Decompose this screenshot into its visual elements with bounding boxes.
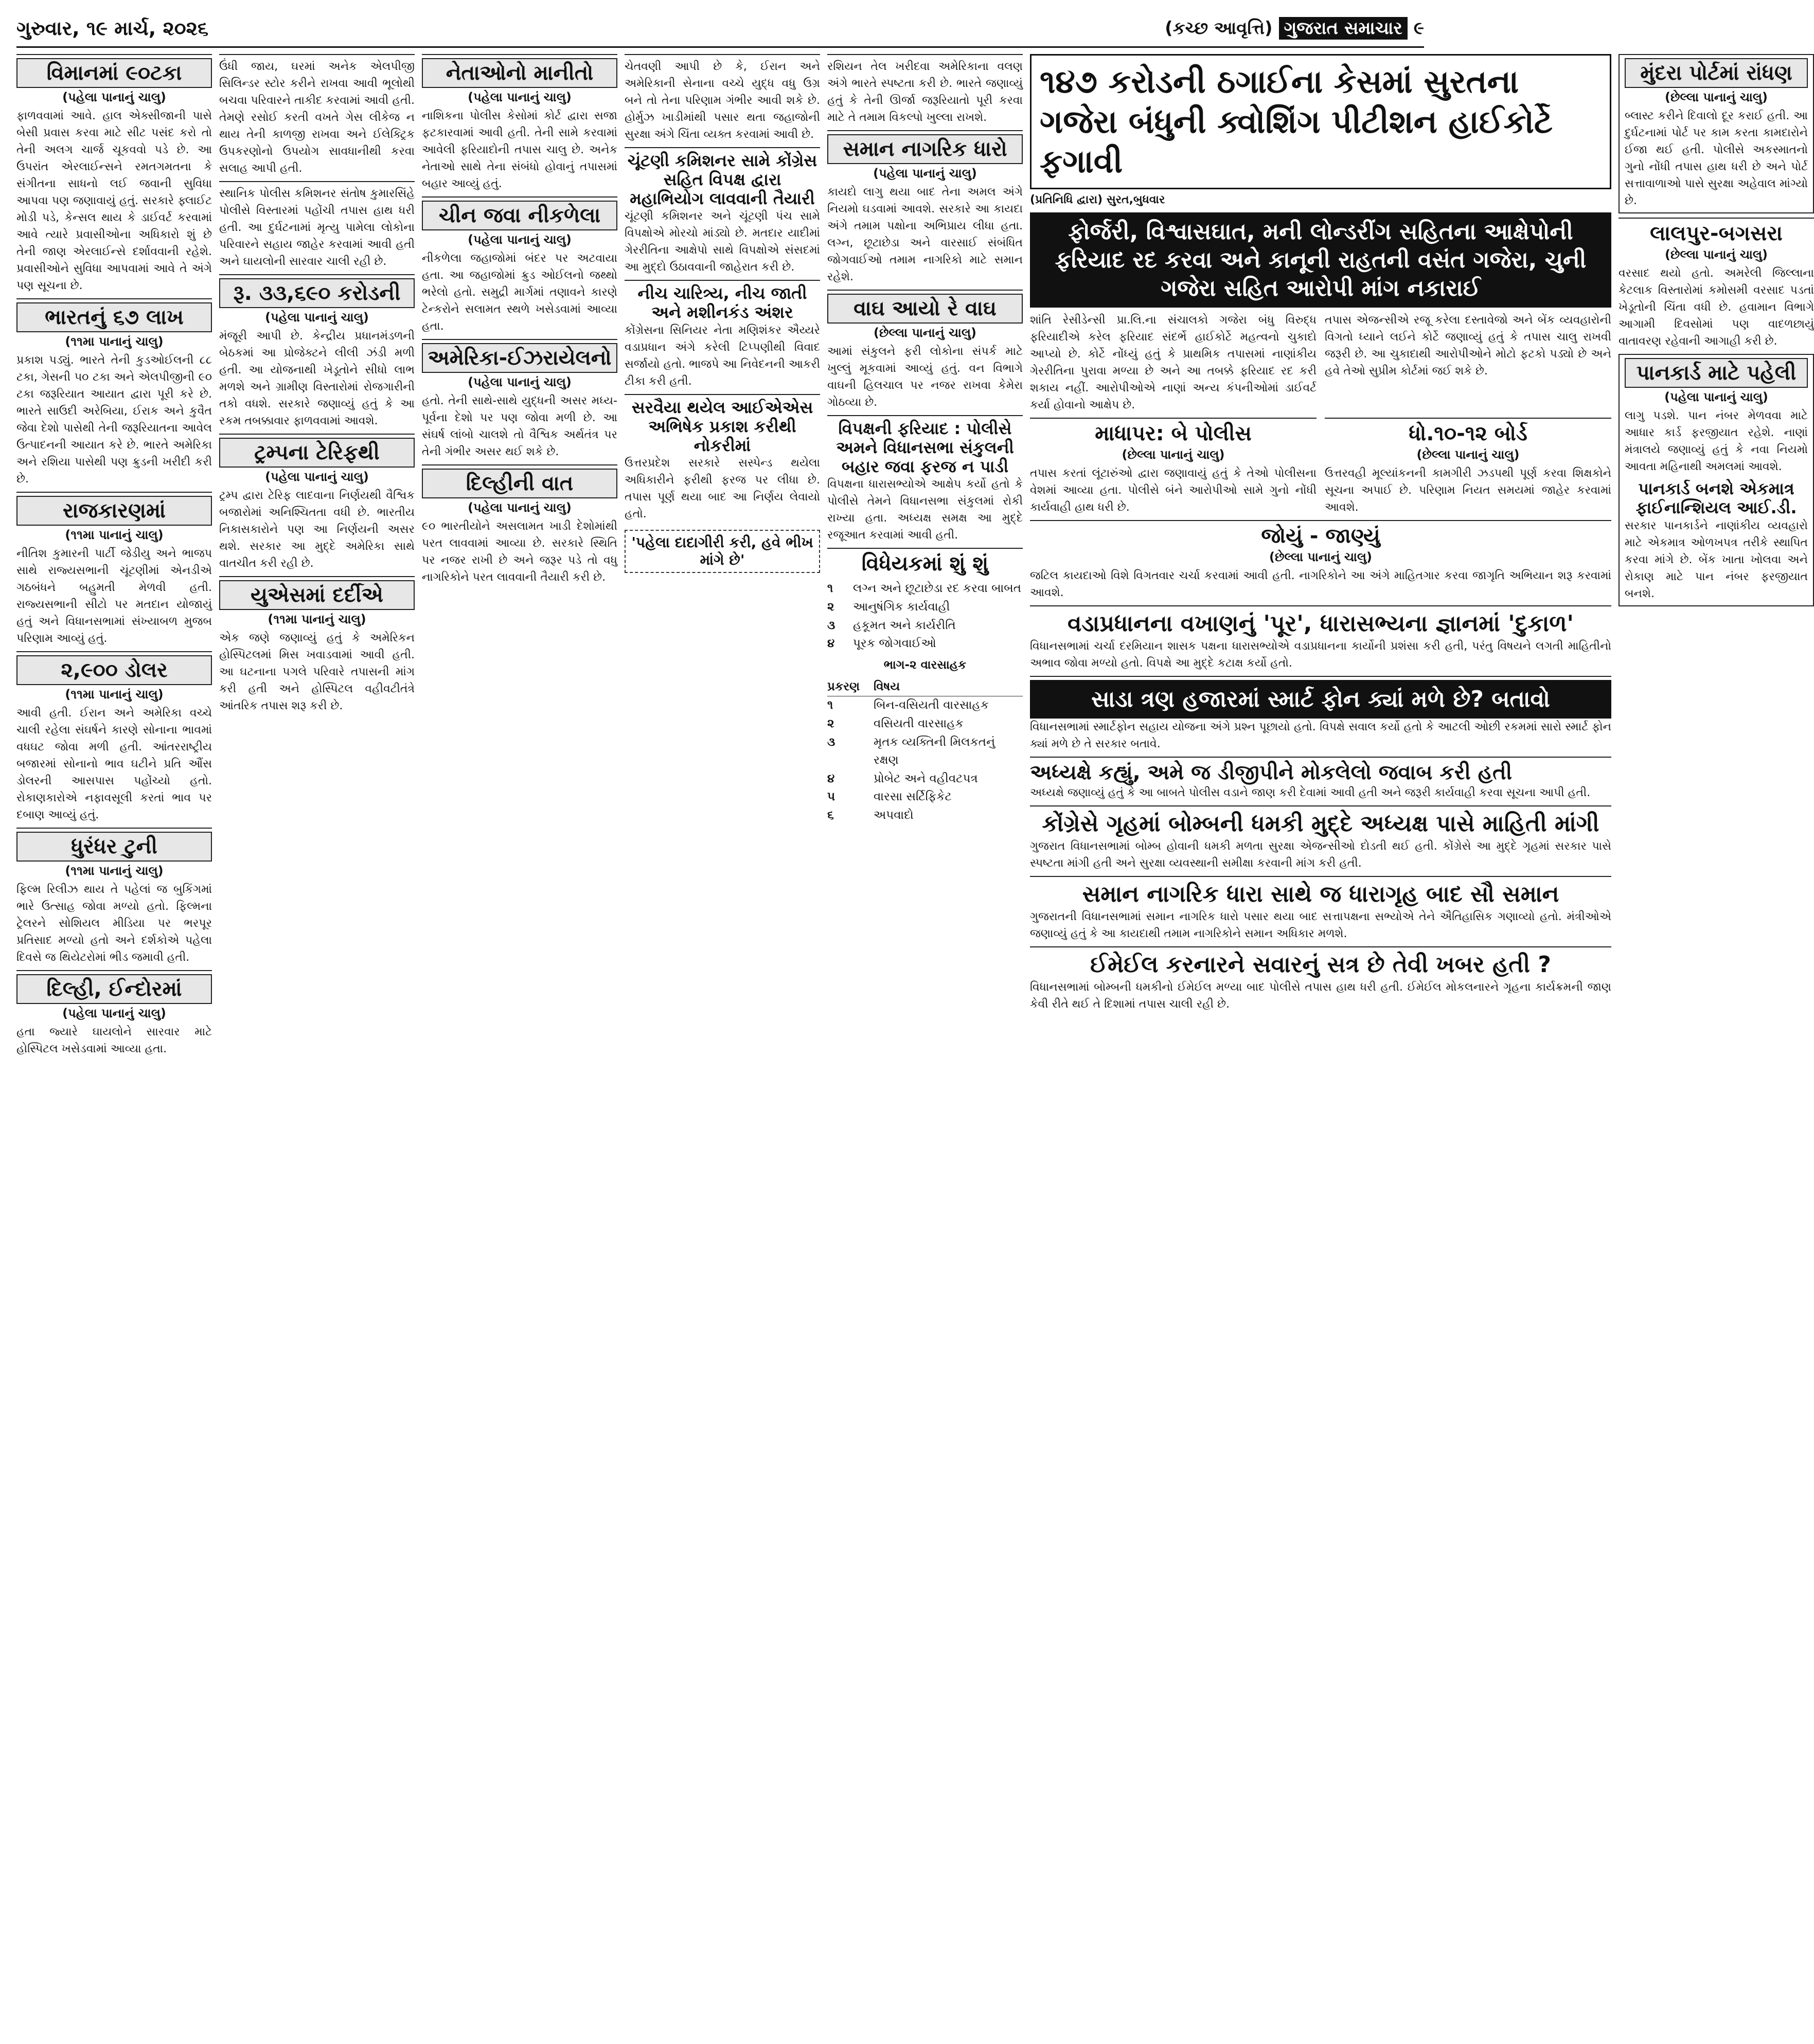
story-body: ઉત્તરવહી મૂલ્યાંકનની કામગીરી ઝડપથી પૂર્ણ કરવા શિક્ષકોને સૂચના અપાઈ છે. પરિણામ નિયત સમયમાં જાહેર કરવામાં આવશે. (1325, 467, 1611, 514)
story (16, 298, 212, 488)
story-headline: લાલપુર-બગસરા (1650, 222, 1783, 245)
story-body: ફિલ્મ રિલીઝ થાય તે પહેલાં જ બુકિંગમાં ભારે ઉત્સાહ જોવા મળ્યો હતો. ફિલ્મના ટ્રેલરને સોશિયલ મીડિયા પર ભરપૂર પ્રતિસાદ મળ્યો હતો અને દર્શકોએ પહેલા દિવસે જ થિયેટરોમાં ભીડ જમાવી હતી. (16, 883, 212, 964)
story-continued: (૧૧મા પાનાનું ચાલુ) (65, 334, 164, 349)
column-4-stories (625, 54, 820, 523)
story-speaker (1030, 757, 1611, 801)
story (625, 147, 820, 276)
column-3 (422, 54, 617, 2029)
story-headline: ટ્રમ્પના ટેરિફથી (219, 438, 415, 468)
story (827, 548, 1023, 576)
story-body: ઉત્તરપ્રદેશ સરકારે સસ્પેન્ડ થયેલા અધિકારીને ફરીથી ફરજ પર લીધા છે. તપાસ પૂર્ણ થયા બાદ આ નિર્ણય લેવાયો હતો. (625, 457, 820, 521)
list-item-number: ૪ (827, 637, 835, 651)
story-pancard (1619, 354, 1814, 606)
list-item-number: ૧ (827, 582, 833, 596)
story-continued: (૧૧મા પાનાનું ચાલુ) (65, 864, 164, 878)
story-madhapar (1030, 418, 1317, 516)
story-continued: (પહેલા પાનાનું ચાલુ) (468, 232, 572, 247)
story (422, 196, 617, 335)
story-headline: ૨,૯૦૦ ડોલર (16, 655, 212, 685)
list-item-text: હકૂમત અને કાર્યરીતિ (853, 618, 956, 632)
list-item-text: લગ્ન અને છૂટાછેડા રદ કરવા બાબત (853, 582, 1021, 596)
column-1 (16, 54, 212, 2029)
story (16, 651, 212, 823)
issue-date: ગુરુવાર, ૧૯ માર્ચ, ૨૦૨૬ (16, 16, 209, 40)
list-item (827, 696, 1023, 715)
story-headline: યુએસમાં દર્દીએ (219, 580, 415, 610)
story (219, 274, 415, 429)
list-item (827, 733, 1023, 770)
story-body: ફાળવવામાં આવે. હાલ એક્સીજાની પાસે બેસી પ્રવાસ કરવા માટે સીટ પસંદ કરો તો તેની અલગ ચાર્જ ચૂકવવો પડે છે. આ ઉપરાંત એરલાઈન્સને રમતગમતના કે સંગીતના સાધનો લઈ જવાની સુવિધા આપવા પણ જણાવાયું હતું. સરકારે ફ્લાઈટ મોડી પડે, કેન્સલ થાય કે ડાઈવર્ટ કરવામાં આવે ત્યારે પ્રવાસીઓના અધિકારો શું છે તેની જાણ એરલાઈન્સે દર્શાવવાની રહેશે. પ્રવાસીઓને સુવિધા આપવામાં આવે તે અંગે પણ સૂચના છે. (16, 110, 212, 292)
story-congress (1030, 805, 1611, 872)
list-item-number: ૬ (827, 809, 834, 822)
list-item-text: આનુષંગિક કાર્યવાહી (853, 600, 950, 614)
bill-table-head (827, 678, 1023, 697)
story-body: રશિયન તેલ ખરીદવા અમેરિકાના વલણ અંગે ભારતે સ્પષ્ટતા કરી છે. ભારતે જણાવ્યું હતું કે તેની ઊર્જા જરૂરિયાતો પૂરી કરવા માટે તે તમામ વિકલ્પો ખુલ્લા રાખશે. (827, 60, 1023, 124)
story-headline: વિધેયકમાં શું શું (861, 552, 989, 576)
story-pm-praise (1030, 605, 1611, 672)
lead-body (1030, 312, 1611, 414)
story-body: કાયદો લાગુ થયા બાદ તેના અમલ અંગે નિયમો ઘડવામાં આવશે. સરકારે આ કાયદા અંગે તમામ પક્ષોના અભિપ્રાય લીધા હતા. લગ્ન, છૂટાછેડા અને વારસાઈ સંબંધિત જોગવાઈઓ તમામ નાગરિકો માટે સમાન રહેશે. (827, 186, 1023, 283)
story-body: આવી હતી. ઈરાન અને અમેરિકા વચ્ચે ચાલી રહેલા સંઘર્ષને કારણે સોનાના ભાવમાં વધઘટ જોવા મળી હતી. આંતરરાષ્ટ્રીય બજારમાં સોનાનો ભાવ ઘટીને પ્રતિ ઔંસ ડોલરની આસપાસ પહોંચ્યો હતો. રોકાણકારોએ નફાવસૂલી કરતાં ભાવ પર દબાણ આવ્યું હતું. (16, 707, 212, 821)
bill-th-2: વિષય (874, 679, 900, 693)
story-lalpur (1619, 218, 1814, 350)
story-continued: (છેલ્લા પાનાનું ચાલુ) (1416, 447, 1520, 462)
story-body: પ્રકાશ પડ્યું. ભારતે તેની કુડઓઈલની ૮૮ ટકા, ગેસની ૫૦ ટકા અને એલપીજીની ૯૦ ટકા જરૂરિયાત આયાત દ્વારા પૂરી કરે છે. ભારતે સાઉદી અરેબિયા, ઈરાક અને કુવૈત જેવા દેશો પાસેથી તેની જરૂરિયાતના આવેલ ઉત્પાદનની આયાત કરે છે. ભારતે અમેરિકા અને રશિયા પાસેથી પણ ક્રુડની ખરીદી કરી છે. (16, 354, 212, 486)
story (16, 828, 212, 966)
story-subbody: સરકાર પાનકાર્ડને નાણાંકીય વ્યવહારો માટે એકમાત્ર ઓળખપત્ર તરીકે સ્થાપિત કરવા માંગે છે. બેંક ખાતા ખોલવા અને રોકાણ માટે પાન નંબર ફરજીયાત બનશે. (1625, 519, 1808, 600)
story-body: ચૂંટણી કમિશનર અને ચૂંટણી પંચ સામે વિપક્ષોએ મોરચો માંડ્યો છે. મતદાર યાદીમાં ગેરરીતિના આક્ષેપો સાથે વિપક્ષોએ સંસદમાં આ મુદ્દો ઉઠાવવાની જાહેરાત કરી છે. (625, 210, 820, 274)
list-item-number: ૧ (827, 698, 833, 712)
story (16, 54, 212, 294)
story (16, 492, 212, 647)
story-body: નીકળેલા જહાજોમાં બંદર પર અટવાયા હતા. આ જહાજોમાં ક્રુડ ઓઈલનો જથ્થો ભરેલો હતો. સમુદ્રી માર્ગમાં તણાવને કારણે ટેન્કરોને સલામત સ્થળે ખસેડવામાં આવ્યા હતા. (422, 252, 617, 333)
story-headline: વડાપ્રધાનના વખાણનું 'પૂર', ધારાસભ્યના જ્ઞાનમાં 'દુકાળ' (1067, 610, 1574, 637)
page-number: ૯ (1413, 18, 1424, 39)
edition: (કચ્છ આવૃત્તિ) (1165, 18, 1273, 39)
list-item (827, 635, 1023, 653)
list-item-text: વસિયતી વારસાહક (874, 716, 964, 730)
story-headline: મુંદરા પોર્ટમાં રાંધણ (1625, 58, 1808, 88)
story-body: લાગુ પડશે. પાન નંબર મેળવવા માટે આધાર કાર્ડ ફરજીયાત રહેશે. નાણાં મંત્રાલયે જણાવ્યું હતું કે નવા નિયમો આવતા મહિનાથી અમલમાં આવશે. (1625, 409, 1808, 473)
logo: ગુજરાત સમાચાર (1279, 17, 1408, 40)
bill-items (827, 580, 1023, 653)
story-continued: (પહેલા પાનાનું ચાલુ) (62, 90, 166, 104)
list-item (827, 806, 1023, 825)
story-headline: વિમાનમાં ૯૦ટકા (16, 58, 212, 88)
story-body: જટિલ કાયદાઓ વિશે વિગતવાર ચર્ચા કરવામાં આવી હતી. નાગરિકોને આ અંગે માહિતગાર કરવા જાગૃતિ અભિયાન શરૂ કરવામાં આવશે. (1030, 569, 1611, 599)
story-continued: (પહેલા પાનાનું ચાલુ) (468, 90, 572, 104)
story-joyu (1030, 520, 1611, 601)
story-headline: પાનકાર્ડ માટે પહેલી (1625, 358, 1808, 388)
story-body: ચેતવણી આપી છે કે, ઈરાન અને અમેરિકાની સેનાના વચ્ચે યુદ્ધ વધુ ઉગ્ર બને તો તેના પરિણામ ગંભીર આવી શકે છે. હોર્મુઝ ખાડીમાંથી પસાર થતા જહાજોની સુરક્ષા અંગે ચિંતા વ્યક્ત કરવામાં આવી છે. (625, 60, 820, 141)
list-item-text: વારસા સર્ટિફિકેટ (874, 790, 952, 804)
story (219, 576, 415, 714)
list-item-text: બિન-વસિયતી વારસાહક (874, 698, 989, 712)
lead-body-2: તપાસ એજન્સીએ રજૂ કરેલા દસ્તાવેજો અને બેંક વ્યવહારોની વિગતો ધ્યાને લઈને કોર્ટે જણાવ્યું હતું કે તપાસ ચાલુ રાખવી જરૂરી છે. આ ચુકાદાથી આરોપીઓને મોટો ફટકો પડ્યો છે અને હવે તેઓ સુપ્રીમ કોર્ટમાં જઈ શકે છે. (1325, 313, 1611, 378)
story-continued: (પહેલા પાનાનું ચાલુ) (62, 1006, 166, 1020)
story-headline: નીચ ચારિત્ર્ય, નીચ જાતી અને મશીનકંડ અંશર (637, 283, 807, 322)
story-headline: સમાન નાગરિક ધારા સાથે જ ધારાગૃહ બાદ સૌ સમાન (1082, 881, 1559, 907)
story-headline: નેતાઓનો માનીતો (422, 58, 617, 88)
story-body: ૯૦ ભારતીયોને અસલામત ખાડી દેશોમાંથી પરત લાવવામાં આવ્યા છે. સરકારે સ્થિતિ પર નજર રાખી છે અને જરૂર પડે તો વધુ નાગરિકોને પરત લાવવાની તૈયારી કરી છે. (422, 520, 617, 584)
sub-stories-row-1 (1030, 418, 1611, 516)
story-continued: (પહેલા પાનાનું ચાલુ) (265, 470, 369, 484)
story-continued: (પહેલા પાનાનું ચાલુ) (265, 310, 369, 325)
story-subheadline: પાનકાર્ડ બનશે એકમાત્ર ફાઈનાન્શિયલ આઈ.ડી. (1635, 479, 1797, 517)
story-continued: (છેલ્લા પાનાનું ચાલુ) (1664, 90, 1768, 104)
story-headline: માધાપર: બે પોલીસ (1095, 421, 1252, 445)
story (219, 434, 415, 572)
story-headline: રૂ. ૩૩,૬૯૦ કરોડની (219, 278, 415, 308)
story-body: સ્થાનિક પોલીસ કમિશનર સંતોષ કુમારસિંહે પોલીસે વિસ્તારમાં પહોંચી તપાસ હાથ ધરી હતી. આ દુર્ઘટનામાં મૃત્યુ પામેલા લોકોના પરિવારને સહાય જાહેર કરવામાં આવી હતી અને ઘાયલોની સારવાર ચાલી રહી છે. (219, 187, 415, 268)
story-body: બ્લાસ્ટ કરીને દિવાલો દૂર કરાઈ હતી. આ દુર્ઘટનામાં પોર્ટ પર કામ કરતા કામદારોને ઈજા થઈ હતી. પોલીસે અકસ્માતનો ગુનો નોંધી તપાસ હાથ ધરી છે અને પોર્ટ સત્તાવાળાઓ પાસે સુરક્ષા અહેવાલ માંગ્યો છે. (1625, 110, 1808, 207)
list-item (827, 598, 1023, 617)
story-body: એક જણે જણાવ્યું હતું કે અમેરિકન હોસ્પિટલમાં મિસ ખવાડવામાં આવી હતી. આ ઘટનાના પગલે પરિવારે તપાસની માંગ કરી હતી અને હોસ્પિટલ વહીવટીતંત્રે આંતરિક તપાસ શરૂ કરી છે. (219, 632, 415, 712)
story-continued: (૧૧મા પાનાનું ચાલુ) (268, 612, 366, 626)
story-headline: ચીન જવા નીકળેલા (422, 201, 617, 230)
list-item (827, 770, 1023, 788)
story-continued: (છેલ્લા પાનાનું ચાલુ) (1664, 247, 1768, 262)
story-body: ગુજરાત વિધાનસભામાં બોમ્બ હોવાની ધમકી મળતા સુરક્ષા એજન્સીઓ દોડતી થઈ હતી. કોંગ્રેસે આ મુદ્દે ગૃહમાં સરકાર પાસે સ્પષ્ટતા માંગી હતી અને સુરક્ષા વ્યવસ્થાની સમીક્ષા કરવાની માંગ કરી હતી. (1030, 839, 1611, 870)
story-headline: અધ્યક્ષે કહ્યું, અમે જ ડીજીપીને મોકલેલો જવાબ કરી હતી (1030, 760, 1513, 784)
story-body: નાશિકના પોલીસ કેસોમાં કોર્ટ દ્વારા સજા ફટકારવામાં આવી હતી. તેની સામે કરવામાં આવેલી ફરિયાદોની તપાસ ચાલુ છે. અનેક નેતાઓ સાથે તેના સંબંધો હોવાનું તપાસમાં બહાર આવ્યું હતું. (422, 110, 617, 190)
lead-dateline: (પ્રતિનિધિ દ્વારા) સુરત,બુધવાર (1030, 193, 1165, 206)
story-continued: (૧૧મા પાનાનું ચાલુ) (65, 687, 164, 702)
story-headline: સમાન નાગરિક ધારો (827, 134, 1023, 164)
list-item-text: પ્રોબેટ અને વહીવટપત્ર (874, 772, 978, 785)
story-continued: (૧૧મા પાનાનું ચાલુ) (65, 528, 164, 542)
story-headline: ઈમેઈલ કરનારને સવારનું સત્ર છે તેવી ખબર હતી ? (1090, 951, 1551, 978)
story-continued: (પહેલા પાનાનું ચાલુ) (468, 500, 572, 515)
story-continued: (પહેલા પાનાનું ચાલુ) (468, 375, 572, 389)
story-body: આમાં સંકુલને ફરી લોકોના સંપર્ક માટે ખુલ્લું મૂકવામાં આવ્યું હતું. વન વિભાગે વાઘની હિલચાલ પર નજર રાખવા કેમેરા ગોઠવ્યા છે. (827, 345, 1023, 409)
story-continued: (છેલ્લા પાનાનું ચાલુ) (1269, 549, 1373, 564)
brand (1165, 17, 1424, 40)
bill-list (827, 580, 1023, 824)
story (16, 970, 212, 1057)
story-body: તપાસ કરતાં લૂંટારુંઓ દ્વારા જણાવાયું હતું કે તેઓ પોલીસના વેશમાં આવ્યા હતા. પોલીસે બંને આરોપીઓ સામે ગુનો નોંધી કાર્યવાહી હાથ ધરી છે. (1030, 467, 1317, 514)
lead-body-1: શાંતિ રેસીડેન્સી પ્રા.લિ.ના સંચાલકો ગજેરા બંધુ વિરુદ્ધ ફરિયાદીએ કરેલ ફરિયાદ સંદર્ભે હાઈકોર્ટે મહત્વનો ચુકાદો આપ્યો છે. કોર્ટે નોંધ્યું હતું કે પ્રાથમિક તપાસમાં નાણાંકીય ગેરરીતિના પુરાવા મળ્યા છે અને આ તબક્કે ફરિયાદ રદ કરી શકાય નહીં. આરોપીઓએ નાણાં અન્ય કંપનીઓમાં ડાઈવર્ટ કર્યા હોવાનો આક્ષેપ છે. (1030, 313, 1317, 411)
list-item-text: મૃતક વ્યક્તિની મિલકતનું રક્ષણ (874, 735, 995, 767)
story (625, 280, 820, 390)
story-body: વિધાનસભામાં સ્માર્ટફોન સહાય યોજના અંગે પ્રશ્ન પૂછાયો હતો. વિપક્ષે સવાલ કર્યો હતો કે આટલી ઓછી રકમમાં સારો સ્માર્ટ ફોન ક્યાં મળે છે તે સરકાર બતાવે. (1030, 720, 1611, 750)
story-body: મંજૂરી આપી છે. કેન્દ્રીય પ્રધાનમંડળની બેઠકમાં આ પ્રોજેક્ટને લીલી ઝંડી મળી હતી. આ યોજનાથી ખેડૂતોને સીધો લાભ મળશે અને ગ્રામીણ વિસ્તારોમાં રોજગારીની તકો વધશે. સરકારે જણાવ્યું હતું કે આ રકમ તબક્કાવાર ફાળવવામાં આવશે. (219, 330, 415, 427)
list-item-number: ૪ (827, 772, 835, 785)
lead-subheadline: ફોર્જરી, વિશ્વાસઘાત, મની લોન્ડરીંગ સહિતના આક્ષેપોની ફરિયાદ રદ કરવા અને કાનૂની રાહતની વસંત ગજેરા, ચુની ગજેરા સહિત આરોપી માંગ નકારાઈ (1030, 212, 1611, 308)
list-item-number: ૩ (827, 618, 835, 632)
list-item-number: ૨ (827, 716, 834, 730)
quote: 'પહેલા દાદાગીરી કરી, હવે ભીખ માંગે છે' (625, 530, 820, 573)
list-item (827, 715, 1023, 733)
story-body: ઉંધી જાય, ઘરમાં અનેક એલપીજી સિલિન્ડર સ્ટોર કરીને રાખવા આવી ભૂલોથી બચવા પરિવારને તાકીદ કરવામાં આવી હતી. તેમણે રસોઈ કરતી વખતે ગેસ લીકેજ ન થાય તેની કાળજી રાખવા અને ઈલેક્ટ્રિક ઉપકરણોનો ઉપયોગ સાવધાનીથી કરવા સલાહ આપી હતી. (219, 60, 415, 175)
list-item-text: અપવાદો (874, 809, 914, 822)
story-headline: સાડા ત્રણ હજારમાં સ્માર્ટ ફોન ક્યાં મળે છે? બતાવો (1030, 680, 1611, 719)
story-continued: (છેલ્લા પાનાનું ચાલુ) (873, 326, 977, 340)
story (827, 415, 1023, 544)
story (625, 394, 820, 523)
bill-rows (827, 696, 1023, 824)
story-continued: (પહેલા પાનાનું ચાલુ) (1664, 390, 1768, 404)
story-board-exam (1325, 418, 1611, 516)
story-headline: ધુરંધર ટુની (16, 832, 212, 862)
story-continued: (છેલ્લા પાનાનું ચાલુ) (1122, 447, 1225, 462)
lead-column (1030, 54, 1611, 2029)
content (16, 54, 1814, 2029)
bill-part2: ભાગ-૨ વારસાહક (883, 658, 967, 672)
story-headline: ભારતનું ૬૭ લાખ (16, 302, 212, 332)
story-body: વિધાનસભામાં બોમ્બની ધમકીનો ઈમેઈલ મળ્યા બાદ પોલીસે તપાસ હાથ ધરી હતી. ઈમેઈલ મોકલનારને ગૃહના કાર્યક્રમની જાણ કેવી રીતે થઈ તે દિશામાં તપાસ ચાલી રહી છે. (1030, 980, 1611, 1011)
story-headline: દિલ્હીની વાત (422, 469, 617, 498)
story-ucc (1030, 876, 1611, 942)
story (827, 54, 1023, 126)
story-body: હતો. તેની સાથે-સાથે યુદ્ધની અસર મધ્ય-પૂર્વના દેશો પર પણ જોવા મળી છે. આ સંઘર્ષ લાંબો ચાલશે તો વૈશ્વિક અર્થતંત્ર પર તેની ગંભીર અસર થઈ શકે છે. (422, 395, 617, 458)
story-headline: અમેરિકા-ઈઝરાયેલનો (422, 343, 617, 373)
column-5 (827, 54, 1023, 2029)
story-body: નીતિશ કુમારની પાર્ટી જેડીયુ અને ભાજપ સાથે રાજ્યસભાની ચૂંટણીમાં એનડીએ ગઠબંધને બહુમતી મેળવી હતી. રાજ્યસભાની સીટો પર મતદાન યોજાયું હતું અને વિધાનસભામાં સંખ્યાબળ મુજબ પરિણામ આવ્યું હતું. (16, 547, 212, 645)
story-smartphone (1030, 676, 1611, 752)
story-body: ગુજરાતની વિધાનસભામાં સમાન નાગરિક ધારો પસાર થયા બાદ સત્તાપક્ષના સભ્યોએ તેને ઐતિહાસિક ગણાવ્યો હતો. મંત્રીઓએ જણાવ્યું હતું કે આ કાયદાથી તમામ નાગરિકોને સમાન અધિકાર મળશે. (1030, 910, 1611, 940)
story-body: વરસાદ થયો હતો. અમરેલી જિલ્લાના કેટલાક વિસ્તારોમાં કમોસમી વરસાદ પડતાં ખેડૂતોની ચિંતા વધી છે. હવામાન વિભાગે આગામી દિવસોમાં પણ વાદળછાયું વાતાવરણ રહેવાની આગાહી કરી છે. (1619, 267, 1814, 348)
story (422, 464, 617, 586)
bill-th-1: પ્રકરણ (827, 679, 860, 693)
story-body: અધ્યક્ષે જણાવ્યું હતું કે આ બાબતે પોલીસ વડાને જાણ કરી દેવામાં આવી હતી અને જરૂરી કાર્યવાહી કરવા સૂચના આપી હતી. (1030, 786, 1591, 799)
story (827, 290, 1023, 411)
column-4 (625, 54, 820, 2029)
story-email (1030, 946, 1611, 1013)
column-right (1619, 54, 1814, 2029)
story-body: ટ્રમ્પ દ્વારા ટેરિફ લાદવાના નિર્ણયથી વૈશ્વિક બજારોમાં અનિશ્ચિતતા વધી છે. ભારતીય નિકાસકારોને પણ આ નિર્ણયની અસર થશે. સરકાર આ મુદ્દે અમેરિકા સાથે વાતચીત કરી રહી છે. (219, 489, 415, 570)
story (422, 54, 617, 192)
story-headline: કોંગ્રેસે ગૃહમાં બોમ્બની ધમકી મુદ્દે અધ્યક્ષ પાસે માહિતી માંગી (1042, 810, 1599, 837)
story-headline: ચૂંટણી કમિશનર સામે કોંગ્રેસ સહિત વિપક્ષ દ્વારા મહાભિયોગ લાવવાની તૈયારી (627, 151, 817, 208)
story-body: વિપક્ષના ધારાસભ્યોએ આક્ષેપ કર્યો હતો કે પોલીસે તેમને વિધાનસભા સંકુલમાં રોકી રાખ્યા હતા. અધ્યક્ષ સમક્ષ આ મુદ્દે રજૂઆત કરવામાં આવી હતી. (827, 478, 1023, 542)
column-5-stories (827, 54, 1023, 576)
story-body: હતા જ્યારે ઘાયલોને સારવાર માટે હોસ્પિટલ ખસેડવામાં આવ્યા હતા. (16, 1026, 212, 1055)
story-mundra (1619, 54, 1814, 213)
story (422, 339, 617, 460)
story (625, 54, 820, 143)
story-headline: સરવૈયા થયેલ આઈએએસ અભિષેક પ્રકાશ કરીથી નોકરીમાં (631, 397, 813, 455)
story-continued: (પહેલા પાનાનું ચાલુ) (873, 166, 977, 181)
story-headline: રાજકારણમાં (16, 496, 212, 526)
list-item (827, 617, 1023, 635)
masthead (16, 10, 1424, 48)
list-item (827, 580, 1023, 598)
story (219, 54, 415, 177)
story-headline: વાઘ આયો રે વાઘ (827, 294, 1023, 324)
story-headline: જોયું - જાણ્યું (1261, 524, 1380, 548)
story-headline: વિપક્ષની ફરિયાદ : પોલીસે અમને વિધાનસભા સંકુલની બહાર જવા ફરજ ન પાડી (836, 419, 1014, 476)
story-body: વિધાનસભામાં ચર્ચા દરમિયાન શાસક પક્ષના ધારાસભ્યોએ વડાપ્રધાનના કાર્યોની પ્રશંસા કરી હતી, પરંતુ વિષયને લગતી માહિતીનો અભાવ જોવા મળ્યો હતો. વિપક્ષે આ મુદ્દે કટાક્ષ કર્યો હતો. (1030, 639, 1611, 670)
list-item-number: ૫ (827, 790, 835, 804)
story-body: કોંગ્રેસના સિનિયર નેતા મણિશંકર ઐય્યરે વડાપ્રધાન અંગે કરેલી ટિપ્પણીથી વિવાદ સર્જાયો હતો. ભાજપે આ નિવેદનની આકરી ટીકા કરી હતી. (625, 324, 820, 388)
story (827, 130, 1023, 285)
list-item-number: ૩ (827, 735, 835, 749)
column-2 (219, 54, 415, 2029)
list-item-text: પૂરક જોગવાઈઓ (853, 637, 936, 651)
list-item (827, 788, 1023, 806)
lead-headline: ૧૪૭ કરોડની ઠગાઈના કેસમાં સુરતના ગજેરા બંધુની ક્વોશિંગ પીટીશન હાઈકોર્ટે ફગાવી (1030, 54, 1611, 189)
story-headline: દિલ્હી, ઈન્દોરમાં (16, 974, 212, 1004)
story-headline: ધો.૧૦-૧૨ બોર્ડ (1409, 421, 1527, 445)
list-item-number: ૨ (827, 600, 834, 614)
story (219, 181, 415, 270)
